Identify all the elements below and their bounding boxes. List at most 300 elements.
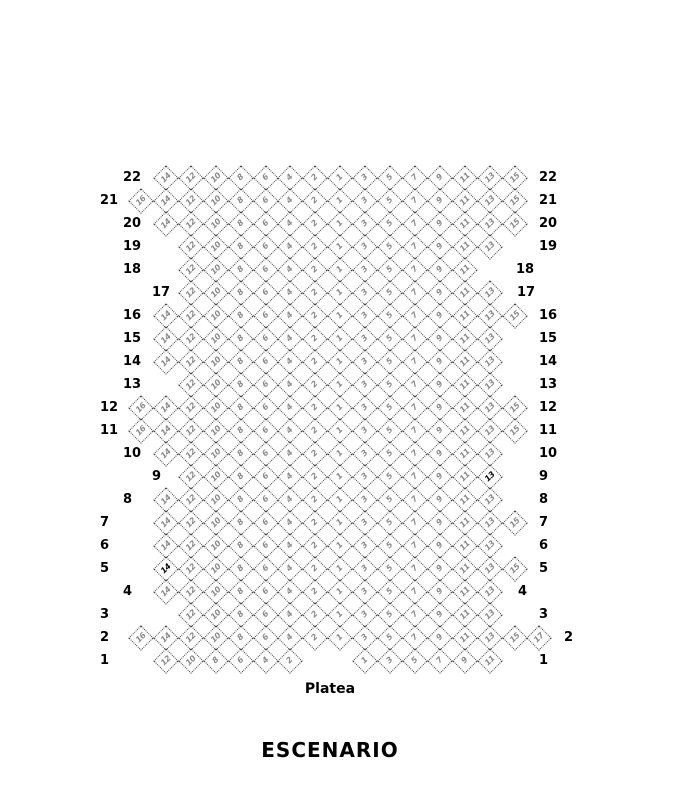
seat[interactable] <box>303 464 328 489</box>
seat[interactable] <box>178 372 203 397</box>
seat[interactable] <box>502 510 527 535</box>
seat[interactable] <box>278 395 303 420</box>
seat[interactable] <box>427 418 452 443</box>
seat[interactable] <box>303 418 328 443</box>
seat[interactable] <box>452 211 477 236</box>
seat[interactable] <box>278 372 303 397</box>
seat[interactable] <box>452 487 477 512</box>
seat[interactable] <box>153 211 178 236</box>
seat[interactable] <box>427 211 452 236</box>
seat[interactable] <box>327 257 352 282</box>
seat[interactable] <box>203 602 228 627</box>
seat-number: 2 <box>309 287 320 298</box>
seat[interactable] <box>427 349 452 374</box>
seat[interactable] <box>427 303 452 328</box>
seat[interactable] <box>303 533 328 558</box>
seat[interactable] <box>352 579 377 604</box>
seat[interactable] <box>278 533 303 558</box>
seat[interactable] <box>352 533 377 558</box>
seat[interactable] <box>502 625 527 650</box>
seat[interactable] <box>402 625 427 650</box>
seat[interactable] <box>203 211 228 236</box>
seat[interactable] <box>452 257 477 282</box>
seat[interactable] <box>352 648 377 673</box>
seat[interactable] <box>452 418 477 443</box>
seat-number: 12 <box>183 170 198 185</box>
seat-number: 7 <box>409 540 420 551</box>
seat-number: 7 <box>409 356 420 367</box>
seat[interactable] <box>178 211 203 236</box>
seat-number: 4 <box>260 655 271 666</box>
seat[interactable] <box>402 556 427 581</box>
seat[interactable] <box>128 188 153 213</box>
seat[interactable] <box>452 510 477 535</box>
seat[interactable] <box>377 510 402 535</box>
seat[interactable] <box>452 303 477 328</box>
seat[interactable] <box>178 303 203 328</box>
seat-number: 10 <box>208 239 223 254</box>
seat[interactable] <box>352 165 377 190</box>
seat-number: 6 <box>235 655 246 666</box>
row-label-left: 11 <box>100 423 119 438</box>
seat[interactable] <box>402 303 427 328</box>
seat[interactable] <box>352 487 377 512</box>
seat[interactable] <box>352 326 377 351</box>
seat[interactable] <box>452 556 477 581</box>
seat[interactable] <box>178 349 203 374</box>
seat[interactable] <box>352 464 377 489</box>
seat-number: 5 <box>384 379 395 390</box>
seat[interactable] <box>427 625 452 650</box>
seat[interactable] <box>278 579 303 604</box>
seat[interactable] <box>178 510 203 535</box>
seat[interactable] <box>153 188 178 213</box>
seat-number: 7 <box>409 448 420 459</box>
seat[interactable] <box>278 556 303 581</box>
seat[interactable] <box>377 648 402 673</box>
seat[interactable] <box>153 579 178 604</box>
seat-number: 1 <box>334 287 345 298</box>
seat[interactable] <box>178 234 203 259</box>
seat[interactable] <box>327 211 352 236</box>
seat[interactable] <box>377 326 402 351</box>
seat[interactable] <box>303 510 328 535</box>
seat-number: 8 <box>235 471 246 482</box>
seat[interactable] <box>178 280 203 305</box>
seat[interactable] <box>278 349 303 374</box>
seat[interactable] <box>153 303 178 328</box>
seat[interactable] <box>352 257 377 282</box>
seat[interactable] <box>427 556 452 581</box>
seat[interactable] <box>153 418 178 443</box>
seat-number: 2 <box>309 494 320 505</box>
seat-number: 6 <box>260 195 271 206</box>
seat[interactable] <box>153 165 178 190</box>
seat[interactable] <box>377 441 402 466</box>
seat-number: 8 <box>235 494 246 505</box>
seat[interactable] <box>327 188 352 213</box>
seat[interactable] <box>203 349 228 374</box>
seat[interactable] <box>303 372 328 397</box>
seat[interactable] <box>303 395 328 420</box>
seat-number: 8 <box>235 448 246 459</box>
seat-number: 6 <box>260 356 271 367</box>
row-label-left: 15 <box>123 331 142 346</box>
seat[interactable] <box>303 326 328 351</box>
seat[interactable] <box>278 510 303 535</box>
seat[interactable] <box>352 372 377 397</box>
seat-number: 6 <box>260 379 271 390</box>
seat[interactable] <box>427 165 452 190</box>
seat[interactable] <box>477 234 502 259</box>
seat[interactable] <box>128 418 153 443</box>
seat[interactable] <box>203 441 228 466</box>
seat[interactable] <box>402 533 427 558</box>
seat[interactable] <box>278 165 303 190</box>
seat-number: 7 <box>409 471 420 482</box>
seat[interactable] <box>402 211 427 236</box>
seat[interactable] <box>327 303 352 328</box>
seat[interactable] <box>153 533 178 558</box>
seat-number: 8 <box>235 586 246 597</box>
seat[interactable] <box>402 579 427 604</box>
seat[interactable] <box>352 303 377 328</box>
seat[interactable] <box>402 464 427 489</box>
seat[interactable] <box>502 211 527 236</box>
seat-number: 13 <box>482 561 497 576</box>
seat[interactable] <box>178 533 203 558</box>
seat[interactable] <box>352 211 377 236</box>
seat[interactable] <box>303 625 328 650</box>
seat[interactable] <box>327 533 352 558</box>
seat[interactable] <box>402 602 427 627</box>
seat[interactable] <box>278 303 303 328</box>
seat[interactable] <box>327 441 352 466</box>
seat[interactable] <box>377 533 402 558</box>
seat[interactable] <box>427 326 452 351</box>
seat[interactable] <box>303 234 328 259</box>
seat[interactable] <box>203 234 228 259</box>
seat[interactable] <box>278 464 303 489</box>
seat[interactable] <box>153 349 178 374</box>
seat[interactable] <box>153 326 178 351</box>
seat[interactable] <box>427 257 452 282</box>
seat-number: 13 <box>482 331 497 346</box>
seat[interactable] <box>377 556 402 581</box>
seat[interactable] <box>303 165 328 190</box>
seat[interactable] <box>327 234 352 259</box>
seat[interactable] <box>303 188 328 213</box>
seat[interactable] <box>278 602 303 627</box>
seat-number: 7 <box>409 586 420 597</box>
seat[interactable] <box>203 487 228 512</box>
seat[interactable] <box>178 602 203 627</box>
seat[interactable] <box>452 533 477 558</box>
seat-number: 13 <box>482 239 497 254</box>
seat-number: 5 <box>384 264 395 275</box>
seat[interactable] <box>377 349 402 374</box>
seat[interactable] <box>278 418 303 443</box>
seat-number: 12 <box>183 285 198 300</box>
seat[interactable] <box>452 280 477 305</box>
seat[interactable] <box>452 234 477 259</box>
seat[interactable] <box>377 280 402 305</box>
seat[interactable] <box>203 533 228 558</box>
seat[interactable] <box>377 395 402 420</box>
seat[interactable] <box>452 625 477 650</box>
seat[interactable] <box>352 234 377 259</box>
seat[interactable] <box>303 211 328 236</box>
seat[interactable] <box>377 211 402 236</box>
seat[interactable] <box>327 464 352 489</box>
seat-number: 8 <box>235 609 246 620</box>
seat[interactable] <box>178 487 203 512</box>
seat[interactable] <box>502 418 527 443</box>
seat[interactable] <box>303 579 328 604</box>
seat[interactable] <box>178 556 203 581</box>
seat[interactable] <box>427 648 452 673</box>
seat[interactable] <box>377 602 402 627</box>
seat[interactable] <box>352 556 377 581</box>
seat[interactable] <box>303 280 328 305</box>
seat[interactable] <box>327 349 352 374</box>
seat[interactable] <box>327 487 352 512</box>
seat[interactable] <box>427 533 452 558</box>
seat[interactable] <box>203 303 228 328</box>
seat[interactable] <box>377 579 402 604</box>
seat[interactable] <box>377 234 402 259</box>
seat[interactable] <box>153 487 178 512</box>
seat[interactable] <box>452 464 477 489</box>
seat[interactable] <box>352 395 377 420</box>
seat[interactable] <box>178 441 203 466</box>
seat[interactable] <box>327 579 352 604</box>
seat[interactable] <box>253 648 278 673</box>
seat[interactable] <box>303 303 328 328</box>
seat-number: 7 <box>434 655 445 666</box>
seat[interactable] <box>203 188 228 213</box>
seat[interactable] <box>203 625 228 650</box>
seat[interactable] <box>402 188 427 213</box>
seat[interactable] <box>402 372 427 397</box>
seat[interactable] <box>203 464 228 489</box>
seat[interactable] <box>427 602 452 627</box>
seat[interactable] <box>327 418 352 443</box>
seat[interactable] <box>278 326 303 351</box>
seat[interactable] <box>402 326 427 351</box>
seat[interactable] <box>477 648 502 673</box>
seat[interactable] <box>303 441 328 466</box>
seat[interactable] <box>352 349 377 374</box>
row-label-right: 4 <box>518 584 528 599</box>
seat[interactable] <box>203 510 228 535</box>
seat[interactable] <box>377 464 402 489</box>
seat[interactable] <box>153 510 178 535</box>
seat[interactable] <box>327 165 352 190</box>
seat[interactable] <box>427 395 452 420</box>
seat[interactable] <box>452 372 477 397</box>
seat[interactable] <box>402 648 427 673</box>
seat-number: 15 <box>507 216 521 231</box>
seat-number: 12 <box>183 216 198 231</box>
seat[interactable] <box>153 395 178 420</box>
seat[interactable] <box>303 602 328 627</box>
seat[interactable] <box>178 257 203 282</box>
seat[interactable] <box>452 441 477 466</box>
seat[interactable] <box>178 188 203 213</box>
seat[interactable] <box>377 487 402 512</box>
seat[interactable] <box>352 510 377 535</box>
seat[interactable] <box>452 326 477 351</box>
row-label-left: 14 <box>123 354 142 369</box>
seat-number: 13 <box>482 354 497 369</box>
seat[interactable] <box>427 579 452 604</box>
seat[interactable] <box>303 487 328 512</box>
seat[interactable] <box>178 395 203 420</box>
seat[interactable] <box>427 372 452 397</box>
seat[interactable] <box>178 648 203 673</box>
seat[interactable] <box>402 395 427 420</box>
seat[interactable] <box>377 165 402 190</box>
seat[interactable] <box>203 280 228 305</box>
seat[interactable] <box>203 556 228 581</box>
seat[interactable] <box>303 349 328 374</box>
seat-number: 14 <box>158 193 173 208</box>
seat[interactable] <box>527 625 552 650</box>
seat[interactable] <box>278 625 303 650</box>
seat[interactable] <box>452 188 477 213</box>
seat[interactable] <box>327 556 352 581</box>
seat-number: 13 <box>482 515 497 530</box>
seat-number: 1 <box>334 356 345 367</box>
seat[interactable] <box>402 234 427 259</box>
seat-number: 16 <box>133 400 148 415</box>
seat[interactable] <box>377 625 402 650</box>
seat[interactable] <box>452 165 477 190</box>
seat[interactable] <box>303 556 328 581</box>
seat[interactable] <box>278 648 303 673</box>
seat[interactable] <box>153 441 178 466</box>
seat[interactable] <box>203 326 228 351</box>
seat[interactable] <box>452 579 477 604</box>
seat[interactable] <box>402 487 427 512</box>
seat-number: 2 <box>309 471 320 482</box>
seat[interactable] <box>352 625 377 650</box>
seat[interactable] <box>303 257 328 282</box>
seat[interactable] <box>327 326 352 351</box>
seat[interactable] <box>502 303 527 328</box>
seat[interactable] <box>402 280 427 305</box>
seat[interactable] <box>278 487 303 512</box>
seat[interactable] <box>352 602 377 627</box>
seat-number: 1 <box>334 333 345 344</box>
seat[interactable] <box>427 188 452 213</box>
seat[interactable] <box>278 257 303 282</box>
seat[interactable] <box>203 579 228 604</box>
seat[interactable] <box>327 372 352 397</box>
seat[interactable] <box>427 510 452 535</box>
seat[interactable] <box>377 372 402 397</box>
seat[interactable] <box>377 257 402 282</box>
seat[interactable] <box>452 349 477 374</box>
seat[interactable] <box>278 211 303 236</box>
seat[interactable] <box>178 464 203 489</box>
seat[interactable] <box>153 625 178 650</box>
seat[interactable] <box>128 395 153 420</box>
seat-number: 10 <box>208 308 223 323</box>
seat[interactable] <box>327 602 352 627</box>
seat[interactable] <box>402 349 427 374</box>
seat[interactable] <box>452 602 477 627</box>
seat[interactable] <box>427 441 452 466</box>
seat[interactable] <box>278 234 303 259</box>
seat[interactable] <box>278 188 303 213</box>
seat[interactable] <box>178 418 203 443</box>
seat[interactable] <box>278 441 303 466</box>
seat[interactable] <box>228 648 253 673</box>
seat[interactable] <box>452 648 477 673</box>
seat-number: 14 <box>158 584 173 599</box>
seat[interactable] <box>327 625 352 650</box>
seat-number: 8 <box>235 287 246 298</box>
seat[interactable] <box>178 326 203 351</box>
seat[interactable] <box>402 418 427 443</box>
seat[interactable] <box>327 395 352 420</box>
seat[interactable] <box>153 556 178 581</box>
seat[interactable] <box>402 510 427 535</box>
seat[interactable] <box>502 556 527 581</box>
seat[interactable] <box>203 418 228 443</box>
seat-number: 13 <box>482 423 497 438</box>
seat[interactable] <box>203 395 228 420</box>
seat[interactable] <box>427 234 452 259</box>
seat-number: 1 <box>334 402 345 413</box>
seat-number: 3 <box>359 609 370 620</box>
seat[interactable] <box>427 280 452 305</box>
seat[interactable] <box>352 280 377 305</box>
seat[interactable] <box>452 395 477 420</box>
seat[interactable] <box>327 510 352 535</box>
seat[interactable] <box>327 280 352 305</box>
seat[interactable] <box>377 188 402 213</box>
seat[interactable] <box>203 257 228 282</box>
row-label-left: 17 <box>152 285 171 300</box>
seat[interactable] <box>402 257 427 282</box>
seat[interactable] <box>203 165 228 190</box>
seat[interactable] <box>278 280 303 305</box>
seat-number: 10 <box>208 584 223 599</box>
seat[interactable] <box>352 441 377 466</box>
seat-number: 4 <box>285 310 296 321</box>
seat-number: 8 <box>235 241 246 252</box>
seat[interactable] <box>427 487 452 512</box>
seat[interactable] <box>377 303 402 328</box>
seat[interactable] <box>178 579 203 604</box>
seat[interactable] <box>128 625 153 650</box>
seat[interactable] <box>402 441 427 466</box>
seat[interactable] <box>178 165 203 190</box>
seat[interactable] <box>352 188 377 213</box>
seat-number: 4 <box>285 494 296 505</box>
seat[interactable] <box>153 648 178 673</box>
seat[interactable] <box>352 418 377 443</box>
seat[interactable] <box>402 165 427 190</box>
seat[interactable] <box>203 372 228 397</box>
seat[interactable] <box>377 418 402 443</box>
seat[interactable] <box>203 648 228 673</box>
seat[interactable] <box>427 464 452 489</box>
seat[interactable] <box>178 625 203 650</box>
